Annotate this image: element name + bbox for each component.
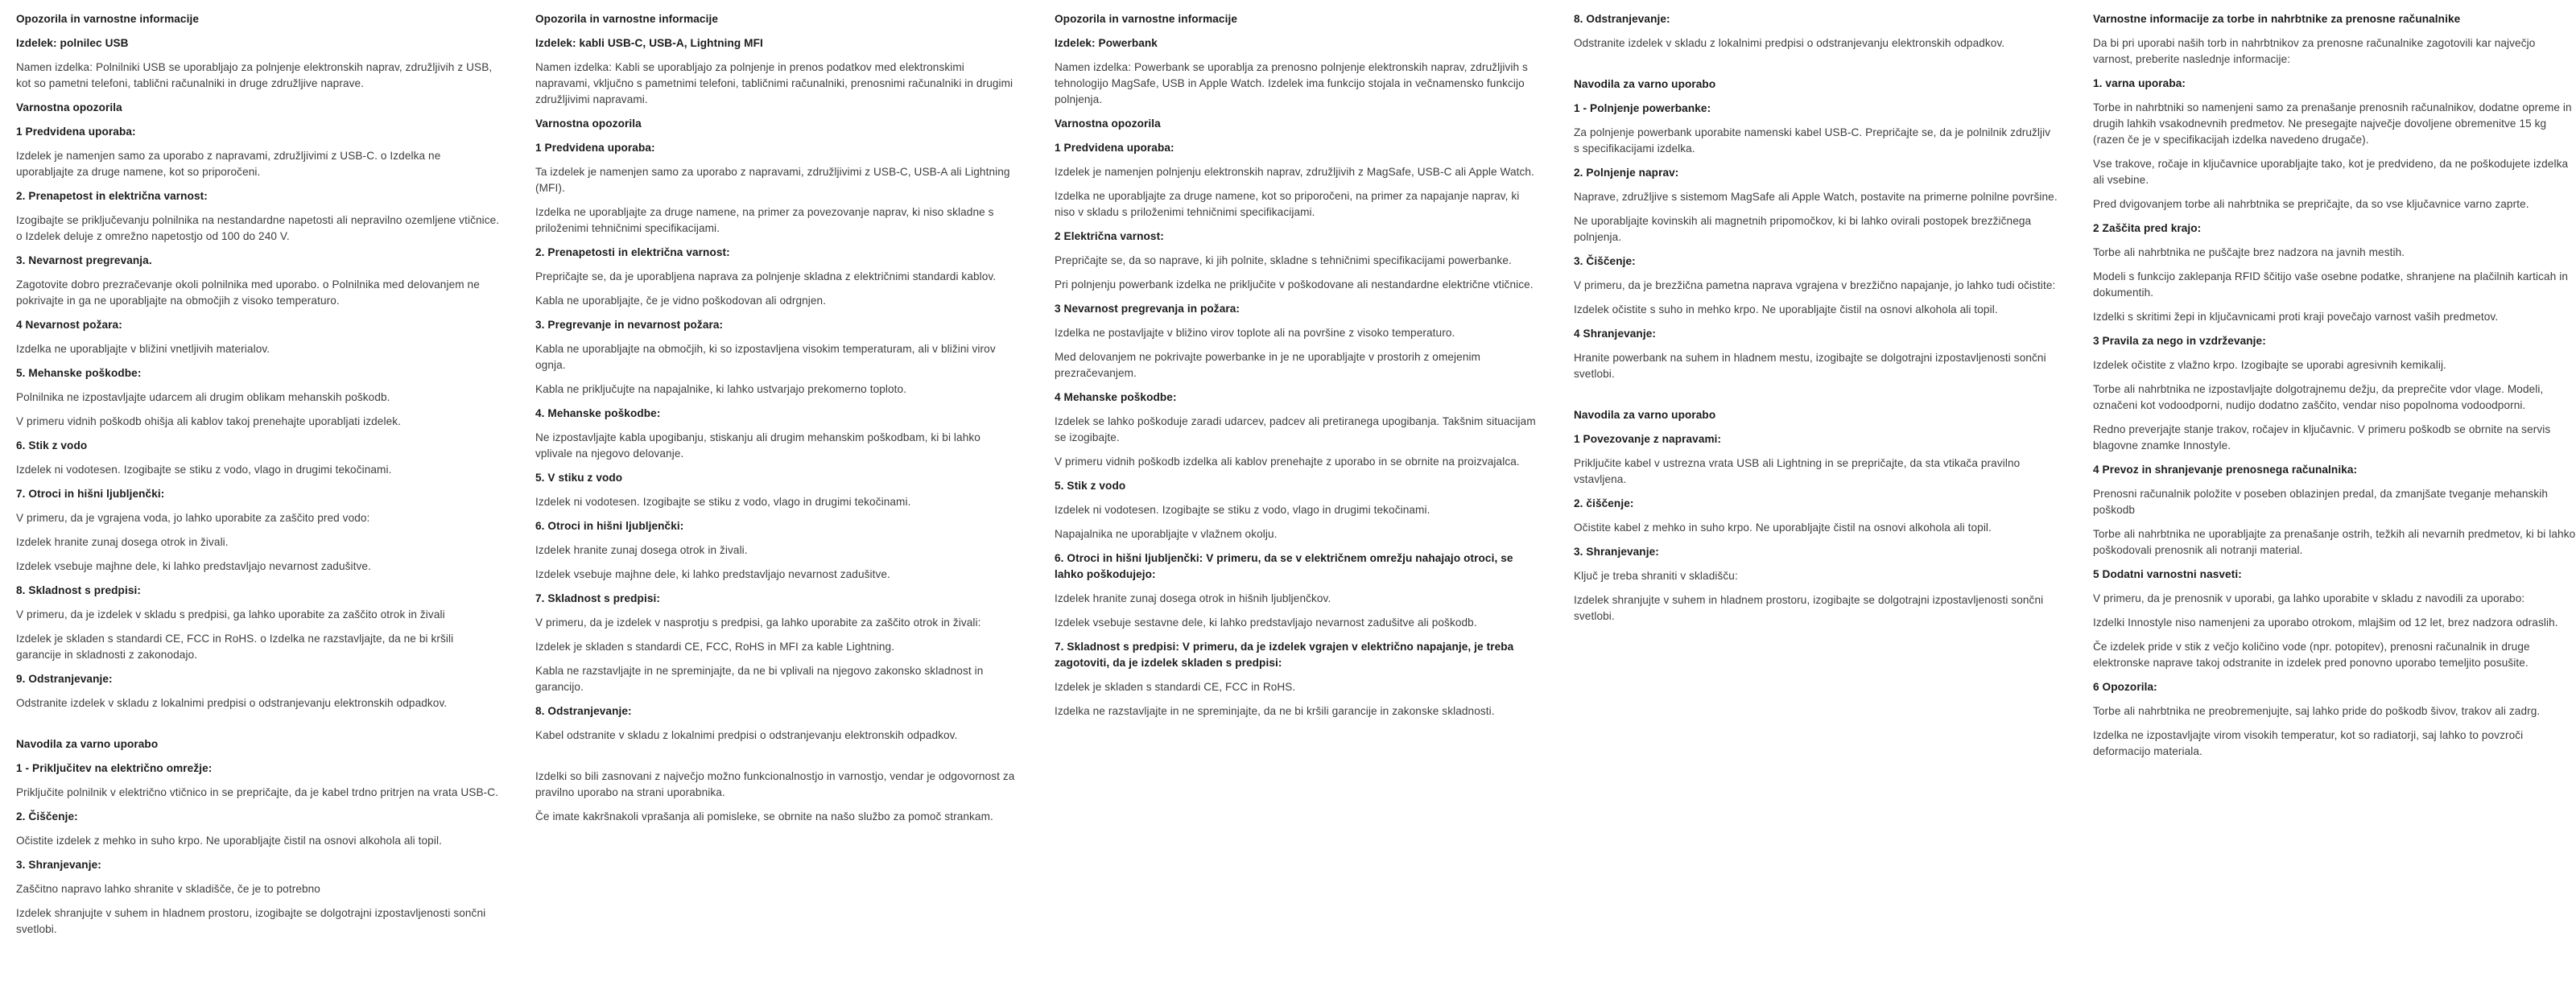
section-heading: 4 Prevoz in shranjevanje prenosnega računalnika: (2093, 464, 2358, 476)
section-heading: Izdelek: Powerbank (1055, 37, 1158, 49)
paragraph: Modeli s funkcijo zaklepanja RFID ščitijo vaše osebne podatke, shranjene na plačilnih karticah in dokumentih. (2093, 270, 2569, 299)
paragraph: Očistite izdelek z mehko in suho krpo. Ne uporabljajte čistil na osnovi alkohola ali topil. (16, 835, 442, 847)
paragraph: Priključite polnilnik v električno vtičnico in se prepričajte, da je kabel trdno pritrjen na vrata USB-C. (16, 786, 499, 798)
paragraph: Kabla ne uporabljajte na območjih, ki so izpostavljena visokim temperaturam, ali v bližini virov ognja. (535, 343, 996, 371)
section-heading: 5. Stik z vodo (1055, 480, 1126, 492)
section-heading: 1 Predvidena uporaba: (1055, 142, 1174, 154)
paragraph: V primeru vidnih poškodb ohišja ali kablov takoj prenehajte uporabljati izdelek. (16, 415, 402, 427)
paragraph: Za polnjenje powerbank uporabite namenski kabel USB-C. Prepričajte se, da je polnilnik združljiv s specifikacijami izdelka. (1574, 126, 2051, 155)
paragraph: V primeru, da je brezžična pametna naprava vgrajena v brezžično napajanje, jo lahko tudi očistite: (1574, 279, 2056, 291)
paragraph: Če imate kakršnakoli vprašanja ali pomisleke, se obrnite na našo službo za pomoč strankam. (535, 810, 993, 823)
paragraph: Izdelek vsebuje majhne dele, ki lahko predstavljajo nevarnost zadušitve. (535, 568, 890, 580)
section-heading: Izdelek: kabli USB-C, USB-A, Lightning MFI (535, 37, 763, 49)
section-heading: 8. Odstranjevanje: (1574, 13, 1670, 25)
section-heading: 5 Dodatni varnostni nasveti: (2093, 568, 2242, 580)
paragraph: Izdelek ni vodotesen. Izogibajte se stiku z vodo, vlago in drugimi tekočinami. (535, 496, 911, 508)
section-heading: 6 Opozorila: (2093, 681, 2157, 693)
section-spacer (16, 719, 501, 728)
section-spacer (1574, 390, 2058, 399)
paragraph: Izdelka ne uporabljajte za druge namene, na primer za povezovanje naprav, ki niso skladne s priloženimi tehničnimi specifikacijami. (535, 206, 994, 234)
paragraph: Izdelek hranite zunaj dosega otrok in hišnih ljubljenčkov. (1055, 592, 1331, 604)
column-powerbank (1055, 11, 1539, 719)
section-heading: 3. Čiščenje: (1574, 255, 1636, 267)
section-heading: Varnostne informacije za torbe in nahrbtnike za prenosne računalnike (2093, 13, 2461, 25)
section-heading: 1 Predvidena uporaba: (535, 142, 655, 154)
paragraph: Torbe in nahrbtniki so namenjeni samo za prenašanje prenosnih računalnikov, dodatne opreme in drugih lahkih vsakodnevnih predmetov. Ne presegajte največje dovoljene obremenitve 15 kg (razen če je v specifikacijah izdelka navedeno drugače). (2093, 101, 2572, 146)
paragraph: Izdelek je skladen s standardi CE, FCC in RoHS. (1055, 681, 1296, 693)
section-spacer (535, 752, 1020, 761)
paragraph: V primeru, da je prenosnik v uporabi, ga lahko uporabite v skladu z navodili za uporabo: (2093, 592, 2525, 604)
paragraph: Če izdelek pride v stik z večjo količino vode (npr. potopitev), prenosni računalnik in druge elektronske naprave takoj odstranite in izdelek pred ponovno uporabo temeljito posušite. (2093, 641, 2530, 669)
paragraph: Polnilnika ne izpostavljajte udarcem ali drugim oblikam mehanskih poškodb. (16, 391, 390, 403)
section-heading: 2. Čiščenje: (16, 810, 78, 823)
paragraph: Izdelek očistite s suho in mehko krpo. Ne uporabljajte čistil na osnovi alkohola ali topil. (1574, 303, 1998, 315)
paragraph: Namen izdelka: Kabli se uporabljajo za polnjenje in prenos podatkov med elektronskimi napravami, vključno s pametnimi telefoni, tabličnimi računalniki, prenosnimi računalniki in drugimi združljivimi napravami. (535, 61, 1013, 105)
paragraph: Namen izdelka: Powerbank se uporablja za prenosno polnjenje elektronskih naprav, združljivih s tehnologijo MagSafe, USB in Apple Watch. Izdelek ima funkcijo stojala in večnamensko funkcijo polnjenja. (1055, 61, 1528, 105)
section-heading: 3. Shranjevanje: (1574, 546, 1659, 558)
paragraph: Odstranite izdelek v skladu z lokalnimi predpisi o odstranjevanju elektronskih odpadkov. (1574, 37, 2005, 49)
section-heading: 5. Mehanske poškodbe: (16, 367, 142, 379)
paragraph: Kabel odstranite v skladu z lokalnimi predpisi o odstranjevanju elektronskih odpadkov. (535, 729, 958, 741)
section-heading: Navodila za varno uporabo (1574, 409, 1716, 421)
section-heading: 4 Mehanske poškodbe: (1055, 391, 1177, 403)
section-heading: 3 Nevarnost pregrevanja in požara: (1055, 303, 1241, 315)
paragraph: Da bi pri uporabi naših torb in nahrbtnikov za prenosne računalnike zagotovili kar največjo varnost, preberite naslednje informacije: (2093, 37, 2536, 65)
section-heading: 2. Polnjenje naprav: (1574, 167, 1679, 179)
paragraph: Torbe ali nahrbtnika ne izpostavljajte dolgotrajnemu dežju, da preprečite vdor vlage. Modeli, označeni kot vodoodporni, nudijo dodatno zaščito, vendar niso popolnoma vodoodporni. (2093, 383, 2544, 411)
paragraph: Vse trakove, ročaje in ključavnice uporabljajte tako, kot je predvideno, da ne poškodujete izdelka ali vsebine. (2093, 158, 2569, 186)
paragraph: Izdelka ne postavljajte v bližino virov toplote ali na površine z visoko temperaturo. (1055, 327, 1455, 339)
section-heading: 2 Zaščita pred krajo: (2093, 222, 2202, 234)
section-heading: 1 - Polnjenje powerbanke: (1574, 102, 1711, 114)
section-heading: 2. Prenapetosti in električna varnost: (535, 246, 730, 258)
paragraph: Izdelek se lahko poškoduje zaradi udarcev, padcev ali pretiranega upogibanja. Takšnim situacijam se izogibajte. (1055, 415, 1536, 443)
paragraph: Pri polnjenju powerbank izdelka ne priključite v poškodovane ali nestandardne električne vtičnice. (1055, 278, 1534, 291)
paragraph: V primeru vidnih poškodb izdelka ali kablov prenehajte z uporabo in se obrnite na proizvajalca. (1055, 456, 1520, 468)
paragraph: V primeru, da je izdelek v nasprotju s predpisi, ga lahko uporabite za zaščito otrok in živali: (535, 616, 981, 629)
section-heading: 8. Skladnost s predpisi: (16, 584, 141, 596)
section-heading: Navodila za varno uporabo (16, 738, 159, 750)
section-heading: Varnostna opozorila (16, 101, 122, 113)
section-heading: Opozorila in varnostne informacije (16, 13, 199, 25)
paragraph: Izdelek vsebuje majhne dele, ki lahko predstavljajo nevarnost zadušitve. (16, 560, 371, 572)
paragraph: Naprave, združljive s sistemom MagSafe ali Apple Watch, postavite na primerne polnilne površine. (1574, 191, 2058, 203)
paragraph: Torbe ali nahrbtnika ne puščajte brez nadzora na javnih mestih. (2093, 246, 2405, 258)
paragraph: Izdelek očistite z vlažno krpo. Izogibajte se uporabi agresivnih kemikalij. (2093, 359, 2446, 371)
paragraph: Izdelka ne izpostavljajte virom visokih temperatur, kot so radiatorji, saj lahko to povzroči deformacijo materiala. (2093, 729, 2524, 757)
paragraph: Prepričajte se, da je uporabljena naprava za polnjenje skladna z električnimi standardi kablov. (535, 270, 997, 282)
paragraph: Ta izdelek je namenjen samo za uporabo z napravami, združljivimi z USB-C, USB-A ali Lightning (MFI). (535, 166, 1010, 194)
paragraph: Izdelek je skladen s standardi CE, FCC in RoHS. o Izdelka ne razstavljajte, da ne bi kršili garancije in skladnosti z zakonodajo. (16, 633, 454, 661)
paragraph: Ne uporabljajte kovinskih ali magnetnih pripomočkov, ki bi lahko ovirali postopek brezžičnega polnjenja. (1574, 215, 2032, 243)
paragraph: Hranite powerbank na suhem in hladnem mestu, izogibajte se dolgotrajni izpostavljenosti sončni svetlobi. (1574, 352, 2046, 380)
section-heading: 9. Odstranjevanje: (16, 673, 113, 685)
section-heading: 5. V stiku z vodo (535, 472, 623, 484)
paragraph: Izdelki Innostyle niso namenjeni za uporabo otrokom, mlajšim od 12 let, brez nadzora odraslih. (2093, 616, 2558, 629)
paragraph: Kabla ne uporabljajte, če je vidno poškodovan ali odrgnjen. (535, 295, 827, 307)
paragraph: Kabla ne priključujte na napajalnike, ki lahko ustvarjajo prekomerno toploto. (535, 383, 907, 395)
section-heading: 7. Skladnost s predpisi: (535, 592, 660, 604)
section-heading: 6. Stik z vodo (16, 439, 88, 451)
section-heading: 6. Otroci in hišni ljubljenčki: (535, 520, 684, 532)
paragraph: Izdelka ne uporabljajte za druge namene, kot so priporočeni, na primer za napajanje naprav, ki niso v skladu s priloženimi tehničnimi specifikacijami. (1055, 190, 1520, 218)
section-heading: Varnostna opozorila (1055, 118, 1161, 130)
paragraph: Izogibajte se priključevanju polnilnika na nestandardne napetosti ali nepravilno ozemljene vtičnice. o Izdelek deluje z omrežno napetostjo od 100 do 240 V. (16, 214, 500, 242)
section-heading: 1 Predvidena uporaba: (16, 126, 136, 138)
section-heading: 4 Shranjevanje: (1574, 328, 1656, 340)
paragraph: Izdelek shranjujte v suhem in hladnem prostoru, izogibajte se dolgotrajni izpostavljenosti sončni svetlobi. (16, 907, 486, 935)
section-heading: 2. Prenapetost in električna varnost: (16, 190, 208, 202)
paragraph: Izdelek ni vodotesen. Izogibajte se stiku z vodo, vlago in drugimi tekočinami. (16, 464, 392, 476)
section-heading: Varnostna opozorila (535, 118, 642, 130)
section-spacer (1574, 60, 2058, 68)
paragraph: Priključite kabel v ustrezna vrata USB ali Lightning in se prepričajte, da sta vtikača pravilno vstavljena. (1574, 457, 2021, 485)
section-heading: Izdelek: polnilec USB (16, 37, 129, 49)
paragraph: Izdelek je skladen s standardi CE, FCC, RoHS in MFI za kable Lightning. (535, 641, 895, 653)
paragraph: Prepričajte se, da so naprave, ki jih polnite, skladne s tehničnimi specifikacijami powerbanke. (1055, 254, 1512, 266)
section-heading: 8. Odstranjevanje: (535, 705, 632, 717)
paragraph: Redno preverjajte stanje trakov, ročajev in ključavnic. V primeru poškodb se obrnite na servis blagovne znamke Innostyle. (2093, 423, 2551, 451)
paragraph: Ne izpostavljajte kabla upogibanju, stiskanju ali drugim mehanskim poškodbam, ki bi lahko vplivale na njegovo delovanje. (535, 431, 980, 460)
paragraph: V primeru, da je izdelek v skladu s predpisi, ga lahko uporabite za zaščito otrok in živali (16, 608, 445, 621)
section-heading: 2. čiščenje: (1574, 497, 1634, 509)
section-heading: 1 - Priključitev na električno omrežje: (16, 762, 213, 774)
paragraph: Prenosni računalnik položite v poseben oblazinjen predal, da zmanjšate tveganje mehanskih poškodb (2093, 488, 2549, 516)
section-heading: Opozorila in varnostne informacije (535, 13, 718, 25)
paragraph: Izdelka ne razstavljajte in ne spreminjajte, da ne bi kršili garancije in zakonske skladnosti. (1055, 705, 1495, 717)
paragraph: Izdelka ne uporabljajte v bližini vnetljivih materialov. (16, 343, 270, 355)
paragraph: Pred dvigovanjem torbe ali nahrbtnika se prepričajte, da so vse ključavnice varno zaprte. (2093, 198, 2529, 210)
paragraph: Izdelek vsebuje sestavne dele, ki lahko predstavljajo nevarnost zadušitve ali poškodb. (1055, 616, 1477, 629)
paragraph: Izdelek je namenjen samo za uporabo z napravami, združljivimi z USB-C. o Izdelka ne uporabljajte za druge namene, kot so priporočeni. (16, 150, 441, 178)
section-heading: 2 Električna varnost: (1055, 230, 1164, 242)
section-heading: 3. Pregrevanje in nevarnost požara: (535, 319, 724, 331)
paragraph: Odstranite izdelek v skladu z lokalnimi predpisi o odstranjevanju elektronskih odpadkov. (16, 697, 448, 709)
paragraph: Namen izdelka: Polnilniki USB se uporabljajo za polnjenje elektronskih naprav, združljivih z USB, kot so pametni telefoni, tablični računalniki in druge združljive naprave. (16, 61, 493, 89)
section-heading: 1 Povezovanje z napravami: (1574, 433, 1722, 445)
section-heading: 3 Pravila za nego in vzdrževanje: (2093, 335, 2266, 347)
section-heading: 3. Nevarnost pregrevanja. (16, 254, 152, 266)
paragraph: Ključ je treba shraniti v skladišču: (1574, 570, 1738, 582)
section-heading: 7. Otroci in hišni ljubljenčki: (16, 488, 165, 500)
paragraph: Napajalnika ne uporabljajte v vlažnem okolju. (1055, 528, 1278, 540)
section-heading: 3. Shranjevanje: (16, 859, 101, 871)
section-heading: 1. varna uporaba: (2093, 77, 2186, 89)
paragraph: Torbe ali nahrbtnika ne preobremenjujte, saj lahko pride do poškodb šivov, trakov ali zadrg. (2093, 705, 2541, 717)
section-heading: Navodila za varno uporabo (1574, 78, 1716, 90)
column-cables (535, 11, 1020, 825)
paragraph: Zaščitno napravo lahko shranite v skladišče, če je to potrebno (16, 883, 320, 895)
paragraph: Torbe ali nahrbtnika ne uporabljajte za prenašanje ostrih, težkih ali nevarnih predmetov, ki bi lahko poškodovali prenosnik ali notranji material. (2093, 528, 2576, 556)
section-heading: 4 Nevarnost požara: (16, 319, 122, 331)
paragraph: Izdelek je namenjen polnjenju elektronskih naprav, združljivih z MagSafe, USB-C ali Apple Watch. (1055, 166, 1534, 178)
column-powerbank-instructions (1574, 11, 2058, 625)
paragraph: Zagotovite dobro prezračevanje okoli polnilnika med uporabo. o Polnilnika med delovanjem ne pokrivajte in ga ne uporabljajte na območjih z visoko temperaturo. (16, 278, 480, 307)
section-heading: 7. Skladnost s predpisi: V primeru, da je izdelek vgrajen v električno napajanje, je treba zagotoviti, da je izdelek skladen s predpisi: (1055, 641, 1514, 669)
paragraph: Izdelki s skritimi žepi in ključavnicami proti kraji povečajo varnost vaših predmetov. (2093, 311, 2499, 323)
section-heading: 4. Mehanske poškodbe: (535, 407, 661, 419)
section-heading: Opozorila in varnostne informacije (1055, 13, 1237, 25)
column-laptop-bags (2093, 11, 2576, 760)
paragraph: Izdelki so bili zasnovani z največjo možno funkcionalnostjo in varnostjo, vendar je odgovornost za pravilno uporabo na strani uporabnika. (535, 770, 1015, 798)
paragraph: Očistite kabel z mehko in suho krpo. Ne uporabljajte čistil na osnovi alkohola ali topil. (1574, 522, 1992, 534)
section-heading: 6. Otroci in hišni ljubljenčki: V primeru, da se v električnem omrežju nahajajo otroci, se lahko poškodujejo: (1055, 552, 1513, 580)
column-usb-charger (16, 11, 501, 938)
paragraph: Izdelek hranite zunaj dosega otrok in živali. (535, 544, 748, 556)
paragraph: Izdelek ni vodotesen. Izogibajte se stiku z vodo, vlago in drugimi tekočinami. (1055, 504, 1430, 516)
paragraph: Kabla ne razstavljajte in ne spreminjajte, da ne bi vplivali na njegovo zakonsko skladnost in garancijo. (535, 665, 984, 693)
paragraph: Izdelek shranjujte v suhem in hladnem prostoru, izogibajte se dolgotrajni izpostavljenosti sončni svetlobi. (1574, 594, 2044, 622)
paragraph: Izdelek hranite zunaj dosega otrok in živali. (16, 536, 229, 548)
paragraph: V primeru, da je vgrajena voda, jo lahko uporabite za zaščito pred vodo: (16, 512, 370, 524)
paragraph: Med delovanjem ne pokrivajte powerbanke in je ne uporabljajte v prostorih z omejenim prezračevanjem. (1055, 351, 1481, 379)
